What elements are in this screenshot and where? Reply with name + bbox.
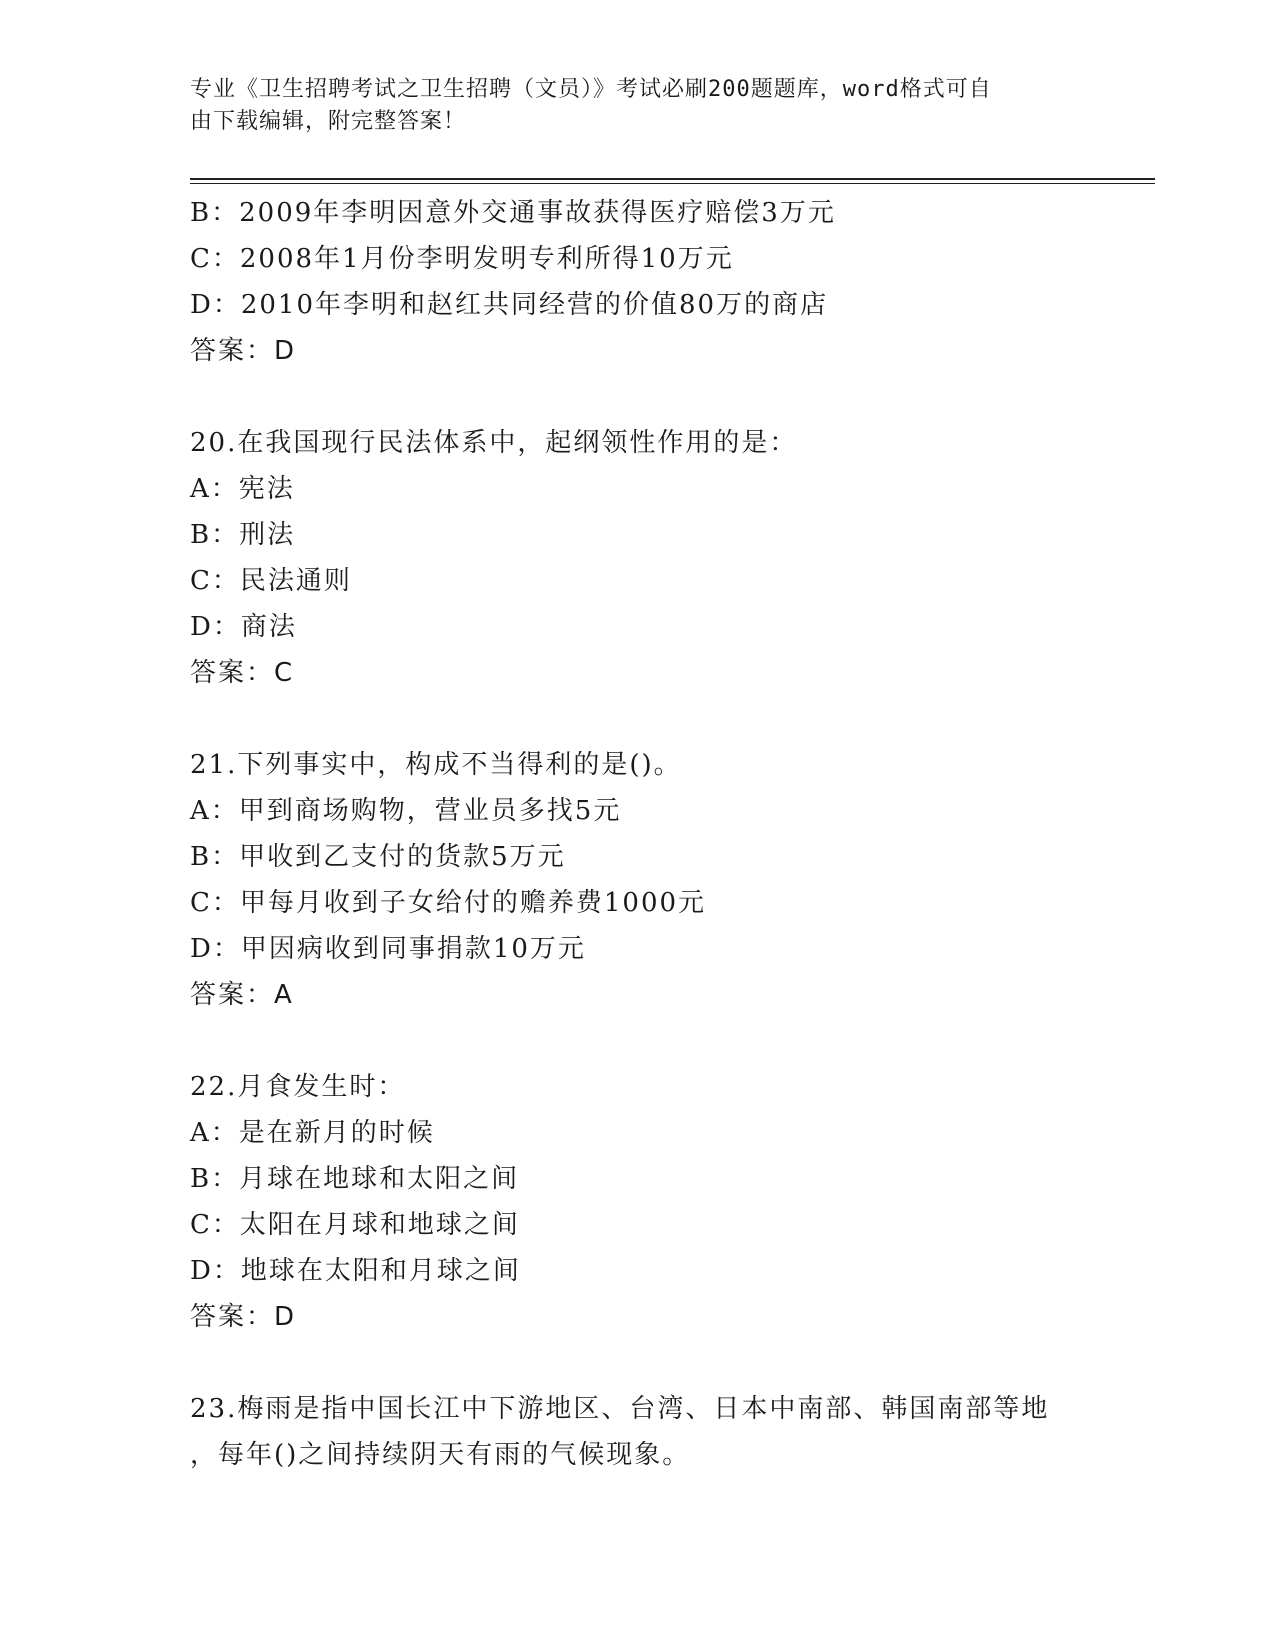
option-a: A：是在新月的时候 (190, 1118, 435, 1148)
option-b: B：月球在地球和太阳之间 (190, 1164, 520, 1194)
option-b: B：2009年李明因意外交通事故获得医疗赔偿3万元 (190, 198, 836, 228)
question-stem-line-1: 23.梅雨是指中国长江中下游地区、台湾、日本中南部、韩国南部等地 (190, 1394, 1050, 1424)
answer: 答案：A (190, 980, 294, 1010)
option-d: D：地球在太阳和月球之间 (190, 1256, 521, 1286)
option-d: D：甲因病收到同事捐款10万元 (190, 934, 586, 964)
question-stem: 22.月食发生时： (190, 1072, 406, 1102)
answer: 答案：D (190, 1302, 297, 1332)
question-stem: 20.在我国现行民法体系中，起纲领性作用的是： (190, 428, 798, 458)
option-a: A：甲到商场购物，营业员多找5元 (190, 796, 622, 826)
question-stem: 21.下列事实中，构成不当得利的是()。 (190, 750, 682, 780)
header-line-1: 专业《卫生招聘考试之卫生招聘（文员）》考试必刷200题题库，word格式可自 (190, 77, 992, 102)
option-c: C：民法通则 (190, 566, 352, 596)
option-c: C：太阳在月球和地球之间 (190, 1210, 520, 1240)
answer: 答案：C (190, 658, 295, 688)
question-list (190, 190, 1155, 1478)
header-line-2: 由下载编辑，附完整答案！ (190, 109, 467, 134)
question-21 (190, 742, 1155, 1018)
document-header (190, 74, 1090, 138)
question-22 (190, 1064, 1155, 1340)
option-b: B：刑法 (190, 520, 296, 550)
option-d: D：商法 (190, 612, 297, 642)
option-a: A：宪法 (190, 474, 295, 504)
header-divider-thin (190, 183, 1155, 184)
header-divider-thick (190, 178, 1155, 180)
question-23 (190, 1386, 1155, 1478)
question-stem-line-2: ，每年()之间持续阴天有雨的气候现象。 (190, 1440, 691, 1470)
answer: 答案：D (190, 336, 297, 366)
option-c: C：2008年1月份李明发明专利所得10万元 (190, 244, 734, 274)
option-d: D：2010年李明和赵红共同经营的价值80万的商店 (190, 290, 829, 320)
question-20 (190, 420, 1155, 696)
option-c: C：甲每月收到子女给付的赡养费1000元 (190, 888, 707, 918)
option-b: B：甲收到乙支付的货款5万元 (190, 842, 566, 872)
question-19-continued (190, 190, 1155, 374)
